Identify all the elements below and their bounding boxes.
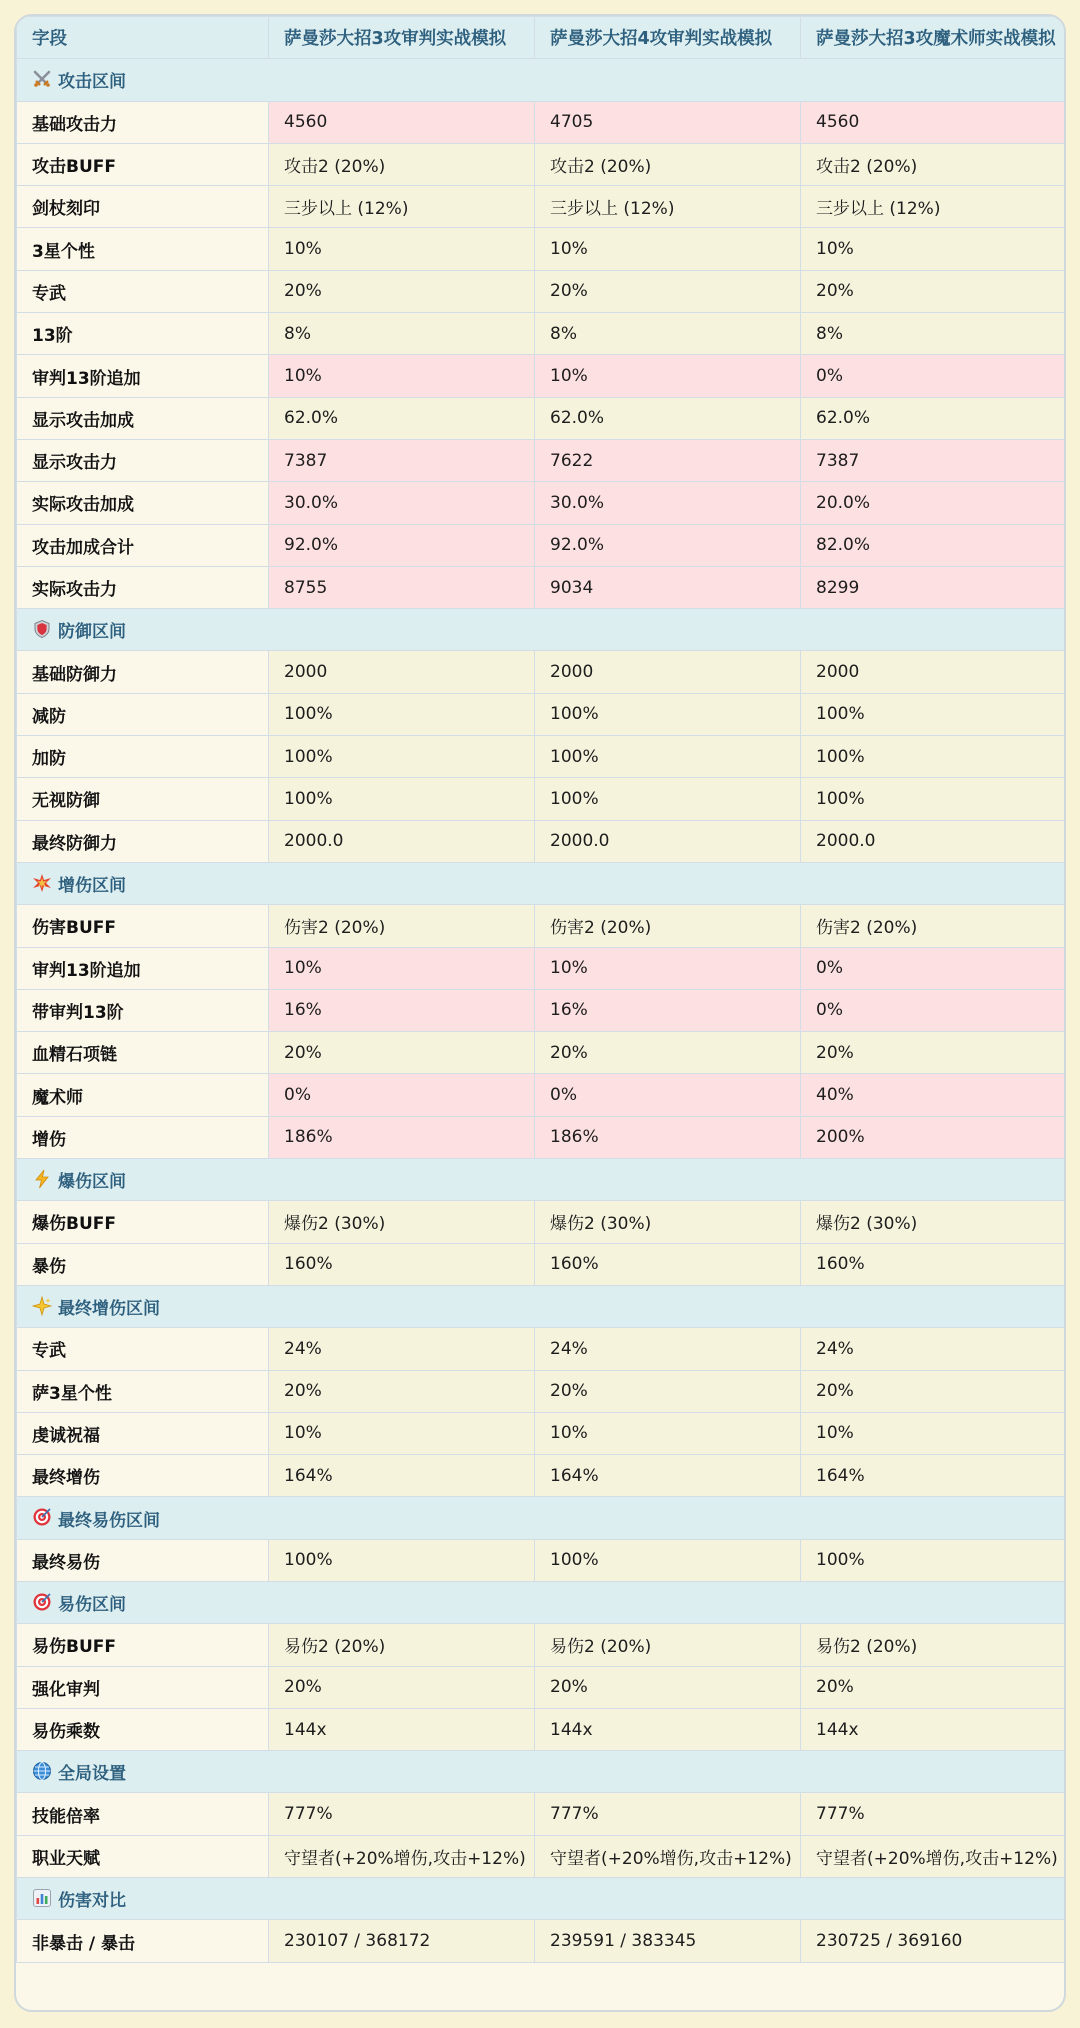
value-cell-column-2: 攻击2 (20%) xyxy=(535,143,801,185)
value-cell-column-1: 20% xyxy=(269,1370,535,1412)
value-cell-column-1: 20% xyxy=(269,1666,535,1708)
field-label: 虔诚祝福 xyxy=(17,1412,269,1454)
section-header xyxy=(17,1581,1065,1623)
value-cell-column-3: 20% xyxy=(801,1666,1065,1708)
value-cell-column-1: 92.0% xyxy=(269,524,535,566)
damage-comparison-table xyxy=(16,16,1065,1963)
value-cell-column-3: 伤害2 (20%) xyxy=(801,905,1065,947)
section-header xyxy=(17,1878,1065,1920)
value-cell-column-2: 24% xyxy=(535,1328,801,1370)
value-cell-column-1: 160% xyxy=(269,1243,535,1285)
value-cell-column-1: 10% xyxy=(269,1412,535,1454)
value-cell-column-2: 10% xyxy=(535,355,801,397)
value-cell-column-2: 守望者(+20%增伤,攻击+12%) xyxy=(535,1835,801,1877)
collision-icon xyxy=(32,873,52,893)
section-title: 全局设置 xyxy=(58,1764,126,1785)
table-row xyxy=(17,1793,1065,1835)
field-label: 攻击加成合计 xyxy=(17,524,269,566)
value-cell-column-2: 62.0% xyxy=(535,397,801,439)
value-cell-column-3: 4560 xyxy=(801,101,1065,143)
value-cell-column-3: 8299 xyxy=(801,566,1065,608)
value-cell-column-3: 200% xyxy=(801,1116,1065,1158)
value-cell-column-1: 100% xyxy=(269,693,535,735)
value-cell-column-2: 30.0% xyxy=(535,482,801,524)
section-header-row xyxy=(17,1581,1065,1623)
section-title: 最终增伤区间 xyxy=(58,1299,160,1320)
field-label: 剑杖刻印 xyxy=(17,186,269,228)
section-header-row xyxy=(17,1751,1065,1793)
value-cell-column-2: 易伤2 (20%) xyxy=(535,1624,801,1666)
table-row xyxy=(17,270,1065,312)
table-row xyxy=(17,820,1065,862)
value-cell-column-2: 100% xyxy=(535,778,801,820)
section-header xyxy=(17,609,1065,651)
crossed-swords-icon xyxy=(32,69,52,89)
section-header xyxy=(17,1497,1065,1539)
value-cell-column-3: 20% xyxy=(801,1370,1065,1412)
value-cell-column-3: 100% xyxy=(801,736,1065,778)
value-cell-column-2: 0% xyxy=(535,1074,801,1116)
section-header xyxy=(17,1751,1065,1793)
table-row xyxy=(17,947,1065,989)
section-header-row xyxy=(17,862,1065,904)
value-cell-column-3: 8% xyxy=(801,313,1065,355)
value-cell-column-1: 三步以上 (12%) xyxy=(269,186,535,228)
value-cell-column-2: 10% xyxy=(535,947,801,989)
field-label: 最终易伤 xyxy=(17,1539,269,1581)
table-row xyxy=(17,1370,1065,1412)
section-header xyxy=(17,862,1065,904)
value-cell-column-3: 100% xyxy=(801,778,1065,820)
value-cell-column-1: 30.0% xyxy=(269,482,535,524)
table-row xyxy=(17,1116,1065,1158)
table-row xyxy=(17,313,1065,355)
value-cell-column-1: 爆伤2 (30%) xyxy=(269,1201,535,1243)
field-label: 伤害BUFF xyxy=(17,905,269,947)
value-cell-column-3: 守望者(+20%增伤,攻击+12%) xyxy=(801,1835,1065,1877)
value-cell-column-1: 20% xyxy=(269,1032,535,1074)
header-column-2: 萨曼莎大招4攻审判实战模拟 xyxy=(535,17,801,59)
table-row xyxy=(17,778,1065,820)
value-cell-column-1: 186% xyxy=(269,1116,535,1158)
field-label: 审判13阶追加 xyxy=(17,947,269,989)
value-cell-column-1: 4560 xyxy=(269,101,535,143)
table-row xyxy=(17,482,1065,524)
table-row xyxy=(17,101,1065,143)
value-cell-column-3: 爆伤2 (30%) xyxy=(801,1201,1065,1243)
value-cell-column-2: 爆伤2 (30%) xyxy=(535,1201,801,1243)
value-cell-column-2: 92.0% xyxy=(535,524,801,566)
table-row xyxy=(17,736,1065,778)
value-cell-column-3: 144x xyxy=(801,1708,1065,1750)
value-cell-column-3: 40% xyxy=(801,1074,1065,1116)
value-cell-column-1: 易伤2 (20%) xyxy=(269,1624,535,1666)
section-header-row xyxy=(17,59,1065,101)
section-header xyxy=(17,59,1065,101)
value-cell-column-3: 777% xyxy=(801,1793,1065,1835)
field-label: 专武 xyxy=(17,270,269,312)
value-cell-column-1: 144x xyxy=(269,1708,535,1750)
value-cell-column-2: 100% xyxy=(535,1539,801,1581)
value-cell-column-1: 8% xyxy=(269,313,535,355)
table-row xyxy=(17,1243,1065,1285)
value-cell-column-3: 100% xyxy=(801,1539,1065,1581)
field-label: 攻击BUFF xyxy=(17,143,269,185)
value-cell-column-3: 100% xyxy=(801,693,1065,735)
value-cell-column-2: 160% xyxy=(535,1243,801,1285)
field-label: 爆伤BUFF xyxy=(17,1201,269,1243)
field-label: 非暴击 / 暴击 xyxy=(17,1920,269,1962)
field-label: 减防 xyxy=(17,693,269,735)
section-header-row xyxy=(17,1159,1065,1201)
field-label: 基础攻击力 xyxy=(17,101,269,143)
section-title: 防御区间 xyxy=(58,622,126,643)
target-icon xyxy=(32,1507,52,1527)
section-title: 易伤区间 xyxy=(58,1595,126,1616)
field-label: 最终防御力 xyxy=(17,820,269,862)
value-cell-column-2: 16% xyxy=(535,989,801,1031)
table-row xyxy=(17,143,1065,185)
field-label: 基础防御力 xyxy=(17,651,269,693)
value-cell-column-2: 20% xyxy=(535,1666,801,1708)
value-cell-column-2: 7622 xyxy=(535,439,801,481)
section-header-row xyxy=(17,1878,1065,1920)
value-cell-column-3: 10% xyxy=(801,228,1065,270)
value-cell-column-1: 2000 xyxy=(269,651,535,693)
field-label: 实际攻击加成 xyxy=(17,482,269,524)
header-column-3: 萨曼莎大招3攻魔术师实战模拟 xyxy=(801,17,1065,59)
table-row xyxy=(17,1539,1065,1581)
value-cell-column-3: 164% xyxy=(801,1455,1065,1497)
value-cell-column-3: 82.0% xyxy=(801,524,1065,566)
section-header-row xyxy=(17,1285,1065,1327)
value-cell-column-1: 10% xyxy=(269,355,535,397)
field-label: 萨3星个性 xyxy=(17,1370,269,1412)
shield-icon xyxy=(32,619,52,639)
value-cell-column-3: 230725 / 369160 xyxy=(801,1920,1065,1962)
table-row xyxy=(17,186,1065,228)
field-label: 加防 xyxy=(17,736,269,778)
field-label: 显示攻击加成 xyxy=(17,397,269,439)
section-title: 增伤区间 xyxy=(58,876,126,897)
field-label: 技能倍率 xyxy=(17,1793,269,1835)
value-cell-column-2: 8% xyxy=(535,313,801,355)
value-cell-column-1: 10% xyxy=(269,228,535,270)
value-cell-column-2: 伤害2 (20%) xyxy=(535,905,801,947)
table-row xyxy=(17,228,1065,270)
table-row xyxy=(17,524,1065,566)
field-label: 3星个性 xyxy=(17,228,269,270)
target-icon xyxy=(32,1592,52,1612)
field-label: 带审判13阶 xyxy=(17,989,269,1031)
value-cell-column-2: 20% xyxy=(535,1370,801,1412)
value-cell-column-2: 164% xyxy=(535,1455,801,1497)
table-row xyxy=(17,355,1065,397)
sparkle-icon xyxy=(32,1296,52,1316)
table-row xyxy=(17,1032,1065,1074)
field-label: 无视防御 xyxy=(17,778,269,820)
section-title: 攻击区间 xyxy=(58,72,126,93)
table-body xyxy=(17,59,1065,1962)
value-cell-column-3: 0% xyxy=(801,989,1065,1031)
comparison-table-card xyxy=(14,14,1066,2012)
table-row xyxy=(17,566,1065,608)
table-row xyxy=(17,1328,1065,1370)
table-row xyxy=(17,1455,1065,1497)
value-cell-column-3: 10% xyxy=(801,1412,1065,1454)
value-cell-column-2: 2000 xyxy=(535,651,801,693)
value-cell-column-1: 10% xyxy=(269,947,535,989)
table-row xyxy=(17,1835,1065,1877)
field-label: 实际攻击力 xyxy=(17,566,269,608)
field-label: 魔术师 xyxy=(17,1074,269,1116)
value-cell-column-3: 24% xyxy=(801,1328,1065,1370)
field-label: 易伤BUFF xyxy=(17,1624,269,1666)
value-cell-column-1: 守望者(+20%增伤,攻击+12%) xyxy=(269,1835,535,1877)
section-header-row xyxy=(17,609,1065,651)
value-cell-column-1: 62.0% xyxy=(269,397,535,439)
section-header xyxy=(17,1285,1065,1327)
value-cell-column-2: 777% xyxy=(535,1793,801,1835)
value-cell-column-3: 7387 xyxy=(801,439,1065,481)
value-cell-column-2: 100% xyxy=(535,736,801,778)
section-header xyxy=(17,1159,1065,1201)
table-row xyxy=(17,1708,1065,1750)
field-label: 易伤乘数 xyxy=(17,1708,269,1750)
table-header-row xyxy=(17,17,1065,59)
table-row xyxy=(17,397,1065,439)
value-cell-column-3: 三步以上 (12%) xyxy=(801,186,1065,228)
value-cell-column-3: 20.0% xyxy=(801,482,1065,524)
value-cell-column-3: 易伤2 (20%) xyxy=(801,1624,1065,1666)
section-header-row xyxy=(17,1497,1065,1539)
value-cell-column-3: 160% xyxy=(801,1243,1065,1285)
value-cell-column-1: 攻击2 (20%) xyxy=(269,143,535,185)
field-label: 最终增伤 xyxy=(17,1455,269,1497)
table-row xyxy=(17,1201,1065,1243)
value-cell-column-1: 16% xyxy=(269,989,535,1031)
globe-icon xyxy=(32,1761,52,1781)
table-row xyxy=(17,651,1065,693)
table-row xyxy=(17,1920,1065,1962)
field-label: 显示攻击力 xyxy=(17,439,269,481)
value-cell-column-1: 2000.0 xyxy=(269,820,535,862)
value-cell-column-1: 100% xyxy=(269,1539,535,1581)
value-cell-column-2: 9034 xyxy=(535,566,801,608)
field-label: 审判13阶追加 xyxy=(17,355,269,397)
value-cell-column-1: 777% xyxy=(269,1793,535,1835)
section-title: 最终易伤区间 xyxy=(58,1510,160,1531)
table-row xyxy=(17,1666,1065,1708)
value-cell-column-2: 10% xyxy=(535,1412,801,1454)
table-row xyxy=(17,1624,1065,1666)
value-cell-column-1: 20% xyxy=(269,270,535,312)
value-cell-column-2: 2000.0 xyxy=(535,820,801,862)
field-label: 专武 xyxy=(17,1328,269,1370)
value-cell-column-1: 100% xyxy=(269,736,535,778)
value-cell-column-1: 24% xyxy=(269,1328,535,1370)
value-cell-column-2: 186% xyxy=(535,1116,801,1158)
value-cell-column-3: 20% xyxy=(801,270,1065,312)
field-label: 13阶 xyxy=(17,313,269,355)
header-column-1: 萨曼莎大招3攻审判实战模拟 xyxy=(269,17,535,59)
bar-chart-icon xyxy=(32,1888,52,1908)
value-cell-column-2: 100% xyxy=(535,693,801,735)
value-cell-column-1: 伤害2 (20%) xyxy=(269,905,535,947)
lightning-icon xyxy=(32,1169,52,1189)
value-cell-column-1: 7387 xyxy=(269,439,535,481)
value-cell-column-3: 0% xyxy=(801,947,1065,989)
field-label: 职业天赋 xyxy=(17,1835,269,1877)
value-cell-column-3: 20% xyxy=(801,1032,1065,1074)
table-row xyxy=(17,1074,1065,1116)
value-cell-column-1: 0% xyxy=(269,1074,535,1116)
value-cell-column-3: 攻击2 (20%) xyxy=(801,143,1065,185)
value-cell-column-2: 20% xyxy=(535,270,801,312)
value-cell-column-1: 100% xyxy=(269,778,535,820)
value-cell-column-2: 239591 / 383345 xyxy=(535,1920,801,1962)
value-cell-column-2: 20% xyxy=(535,1032,801,1074)
field-label: 暴伤 xyxy=(17,1243,269,1285)
field-label: 血精石项链 xyxy=(17,1032,269,1074)
value-cell-column-2: 144x xyxy=(535,1708,801,1750)
table-row xyxy=(17,905,1065,947)
table-row xyxy=(17,989,1065,1031)
field-label: 增伤 xyxy=(17,1116,269,1158)
section-title: 爆伤区间 xyxy=(58,1172,126,1193)
table-row xyxy=(17,1412,1065,1454)
value-cell-column-1: 8755 xyxy=(269,566,535,608)
section-title: 伤害对比 xyxy=(58,1891,126,1912)
value-cell-column-2: 4705 xyxy=(535,101,801,143)
header-field: 字段 xyxy=(17,17,269,59)
table-row xyxy=(17,693,1065,735)
value-cell-column-1: 164% xyxy=(269,1455,535,1497)
value-cell-column-3: 2000 xyxy=(801,651,1065,693)
value-cell-column-3: 2000.0 xyxy=(801,820,1065,862)
field-label: 强化审判 xyxy=(17,1666,269,1708)
value-cell-column-2: 三步以上 (12%) xyxy=(535,186,801,228)
value-cell-column-2: 10% xyxy=(535,228,801,270)
value-cell-column-3: 0% xyxy=(801,355,1065,397)
table-row xyxy=(17,439,1065,481)
value-cell-column-3: 62.0% xyxy=(801,397,1065,439)
value-cell-column-1: 230107 / 368172 xyxy=(269,1920,535,1962)
